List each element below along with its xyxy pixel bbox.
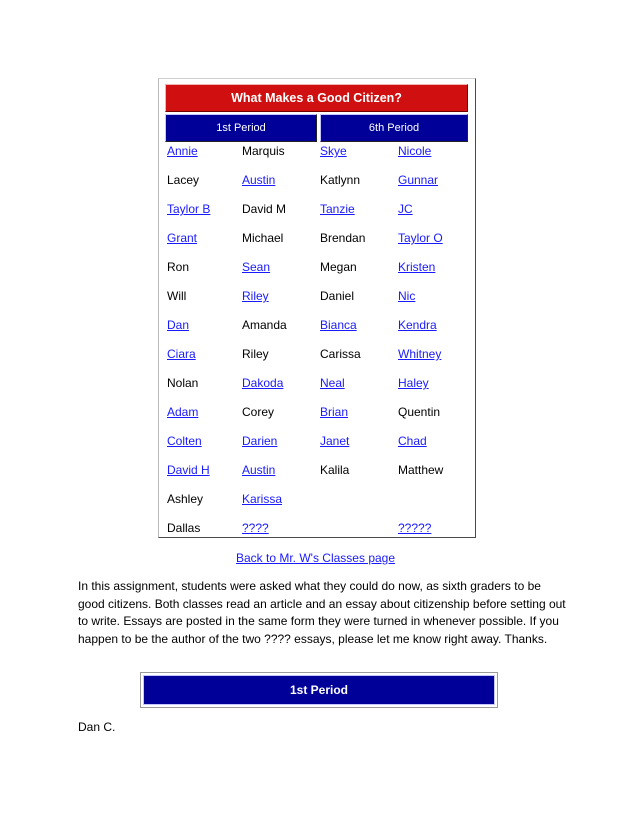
student-essay-link[interactable]: Austin — [242, 173, 276, 187]
student-essay-link[interactable]: Adam — [167, 405, 199, 419]
student-essay-link[interactable]: Brian — [320, 405, 349, 419]
back-to-classes-link[interactable]: Back to Mr. W's Classes page — [236, 551, 396, 565]
student-essay-link[interactable]: Dakoda — [242, 376, 284, 390]
student-name: Will — [167, 289, 187, 303]
student-essay-link[interactable]: Janet — [320, 434, 350, 448]
student-essay-link[interactable]: Annie — [167, 144, 198, 158]
student-essay-link[interactable]: Tanzie — [320, 202, 355, 216]
student-name: Corey — [242, 405, 275, 419]
assignment-intro: In this assignment, students were asked what they could do now, as sixth graders to be good citizens. Both classes read an article and an essay about citizenship before setting out to write. Essays are posted in the same form they were turned in whenever possible. If you happen to be the author of the two ???? essays, please let me know right away. Thanks. — [78, 579, 566, 646]
student-essay-link[interactable]: Whitney — [398, 347, 442, 361]
student-name: Lacey — [167, 173, 200, 187]
student-essay-link[interactable]: Riley — [242, 289, 269, 303]
student-name: Quentin — [398, 405, 441, 419]
student-essay-link[interactable]: David H — [167, 463, 210, 477]
student-name: Daniel — [320, 289, 355, 303]
student-essay-link[interactable]: ???? — [242, 521, 269, 535]
student-name: Megan — [320, 260, 357, 274]
roster-title: What Makes a Good Citizen? — [165, 84, 468, 112]
student-name: Nolan — [167, 376, 199, 390]
citizen-roster-table — [158, 78, 476, 538]
student-name: Ron — [167, 260, 190, 274]
student-essay-link[interactable]: Bianca — [320, 318, 357, 332]
student-name: Kalila — [320, 463, 350, 477]
student-essay-link[interactable]: Skye — [320, 144, 347, 158]
section-header-1st-period — [140, 672, 498, 708]
student-name: Marquis — [242, 144, 285, 158]
student-essay-link[interactable]: JC — [398, 202, 413, 216]
student-name: Michael — [242, 231, 284, 245]
student-name: Katlynn — [320, 173, 361, 187]
student-essay-link[interactable]: Sean — [242, 260, 271, 274]
student-essay-link[interactable]: Taylor O — [398, 231, 443, 245]
student-name: David M — [242, 202, 287, 216]
student-essay-link[interactable]: Kendra — [398, 318, 437, 332]
student-name: Brendan — [320, 231, 366, 245]
period-header-1st: 1st Period — [165, 114, 317, 142]
student-essay-link[interactable]: ????? — [398, 521, 432, 535]
student-essay-link[interactable]: Gunnar — [398, 173, 439, 187]
student-essay-link[interactable]: Taylor B — [167, 202, 211, 216]
student-name: Matthew — [398, 463, 444, 477]
student-essay-link[interactable]: Kristen — [398, 260, 436, 274]
period-header-6th: 6th Period — [320, 114, 468, 142]
student-essay-link[interactable]: Ciara — [167, 347, 196, 361]
student-essay-link[interactable]: Nicole — [398, 144, 432, 158]
student-essay-link[interactable]: Dan — [167, 318, 190, 332]
student-name: Amanda — [242, 318, 287, 332]
student-essay-link[interactable]: Nic — [398, 289, 416, 303]
student-essay-link[interactable]: Darien — [242, 434, 278, 448]
student-essay-link[interactable]: Austin — [242, 463, 276, 477]
student-essay-link[interactable]: Chad — [398, 434, 427, 448]
student-essay-link[interactable]: Colten — [167, 434, 202, 448]
student-essay-link[interactable]: Haley — [398, 376, 429, 390]
essay-author: Dan C. — [78, 720, 116, 734]
student-name: Carissa — [320, 347, 361, 361]
student-essay-link[interactable]: Grant — [167, 231, 198, 245]
student-name: Riley — [242, 347, 269, 361]
student-essay-link[interactable]: Neal — [320, 376, 345, 390]
student-essay-link[interactable]: Karissa — [242, 492, 283, 506]
student-name: Ashley — [167, 492, 204, 506]
section-title: 1st Period — [143, 675, 495, 705]
student-name: Dallas — [167, 521, 201, 535]
